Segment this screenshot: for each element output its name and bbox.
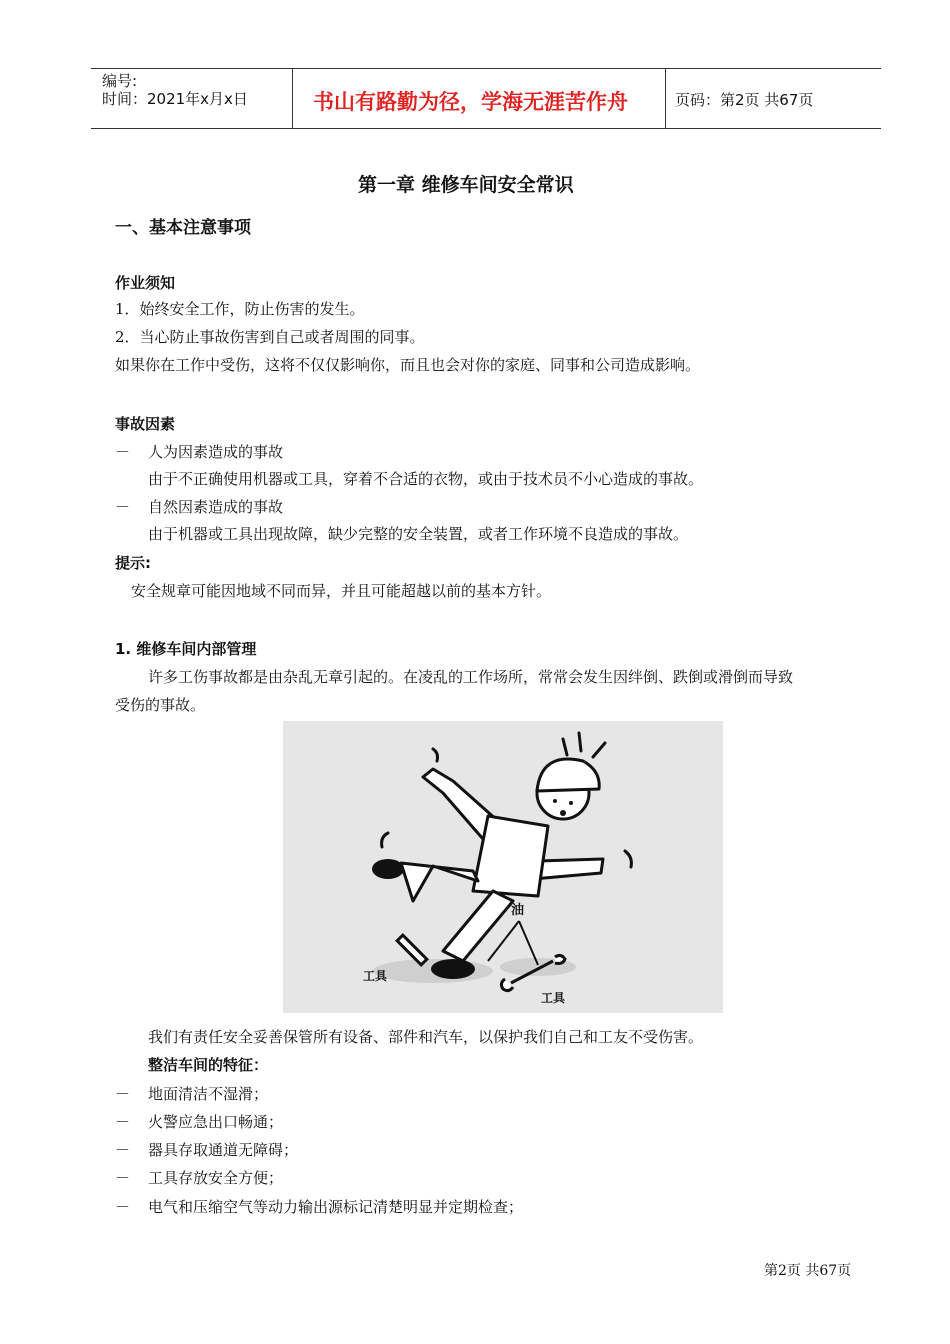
footer-page-number: 第2页 共67页 (764, 1263, 852, 1279)
workshop-heading: 1. 维修车间内部管理 (115, 640, 257, 658)
feature-item: 地面清洁不湿滑； (148, 1085, 269, 1103)
bullet-dash: － (115, 1169, 131, 1187)
worker-slipping-drawing (283, 721, 723, 1013)
workshop-paragraph-line: 许多工伤事故都是由杂乱无章引起的。在凌乱的工作场所，常常会发生因绊倒、跌倒或滑倒而导致 (148, 668, 794, 686)
slip-accident-illustration (283, 721, 723, 1013)
figure-label-tool: 工具 (541, 991, 566, 1005)
header-page-label: 页码：第2页 共67页 (675, 91, 814, 109)
feature-item: 器具存取通道无障碍； (148, 1141, 299, 1159)
responsibility-paragraph: 我们有责任安全妥善保管所有设备、部件和汽车，以保护我们自己和工友不受伤害。 (148, 1028, 704, 1046)
header-time-label: 时间：2021年x月x日 (102, 90, 248, 108)
header-divider-right (665, 68, 666, 129)
workshop-paragraph-line: 受伤的事故。 (115, 696, 206, 714)
bullet-dash: － (115, 1085, 131, 1103)
feature-item: 电气和压缩空气等动力输出源标记清楚明显并定期检查； (148, 1198, 524, 1216)
bullet-dash: － (115, 1198, 131, 1216)
factor-title: 人为因素造成的事故 (148, 443, 284, 461)
chapter-title: 第一章 维修车间安全常识 (358, 174, 574, 196)
work-notice-item: 2．当心防止事故伤害到自己或者周围的同事。 (115, 328, 425, 346)
features-heading: 整洁车间的特征： (148, 1056, 269, 1074)
accident-factors-heading: 事故因素 (115, 415, 176, 433)
header-serial-label: 编号: (102, 72, 138, 90)
hint-text: 安全规章可能因地域不同而异，并且可能超越以前的基本方针。 (131, 582, 552, 600)
header-divider-left (292, 68, 293, 129)
factor-desc: 由于机器或工具出现故障，缺少完整的安全装置，或者工作环境不良造成的事故。 (148, 525, 689, 543)
feature-item: 火警应急出口畅通； (148, 1113, 284, 1131)
section-heading: 一、基本注意事项 (115, 218, 251, 238)
bullet-dash: － (115, 1113, 131, 1131)
bullet-dash: － (115, 1141, 131, 1159)
header-top-rule (91, 68, 881, 69)
factor-title: 自然因素造成的事故 (148, 498, 284, 516)
header-bottom-rule (91, 128, 881, 129)
bullet-dash: － (115, 498, 131, 516)
work-notice-note: 如果你在工作中受伤，这将不仅仅影响你，而且也会对你的家庭、同事和公司造成影响。 (115, 356, 701, 374)
factor-desc: 由于不正确使用机器或工具，穿着不合适的衣物，或由于技术员不小心造成的事故。 (148, 470, 704, 488)
figure-label-tool: 工具 (363, 969, 388, 983)
header-motto: 书山有路勤为径，学海无涯苦作舟 (313, 90, 628, 114)
bullet-dash: － (115, 443, 131, 461)
work-notice-heading: 作业须知 (115, 274, 176, 292)
work-notice-item: 1．始终安全工作，防止伤害的发生。 (115, 300, 365, 318)
figure-label-oil: 油 (511, 903, 525, 918)
hint-label: 提示: (115, 554, 151, 572)
feature-item: 工具存放安全方便； (148, 1169, 284, 1187)
